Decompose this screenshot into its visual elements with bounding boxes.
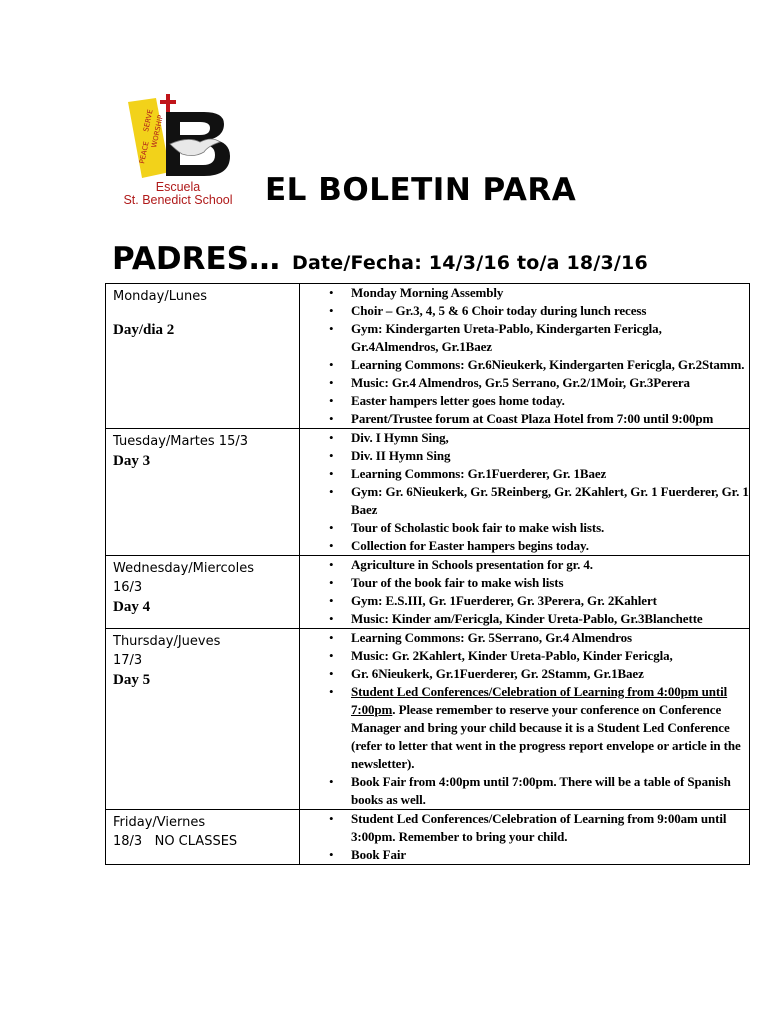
event-item: • Choir – Gr.3, 4, 5 & 6 Choir today during lunch recess	[351, 302, 749, 320]
event-item: • Div. II Hymn Sing	[351, 447, 749, 465]
logo-line-1: Escuela	[155, 180, 201, 194]
day-cell	[106, 429, 300, 556]
events-cell	[300, 629, 750, 810]
event-item: • Learning Commons: Gr.6Nieukerk, Kindergarten Fericgla, Gr.2Stamm.	[351, 356, 749, 374]
schedule-row-friday	[106, 810, 750, 865]
day-date: 16/3	[113, 580, 143, 595]
event-item: • Book Fair	[351, 846, 749, 864]
day-name: Tuesday/Martes 15/3	[113, 434, 248, 449]
schedule-row-monday	[106, 284, 750, 429]
schedule-row-tuesday	[106, 429, 750, 556]
events-cell	[300, 429, 750, 556]
schedule-row-wednesday	[106, 556, 750, 629]
conference-details: . Please remember to reserve your conference on Conference Manager and bring your child because it is a Student Led Conference (refer to letter that went in the progress report envelope or article in the newsletter).	[351, 702, 741, 771]
events-cell	[300, 284, 750, 429]
event-item: • Monday Morning Assembly	[351, 284, 749, 302]
event-item: • Book Fair from 4:00pm until 7:00pm. There will be a table of Spanish books as well.	[351, 773, 749, 809]
events-cell	[300, 810, 750, 865]
event-item: • Gym: E.S.III, Gr. 1Fuerderer, Gr. 3Perera, Gr. 2Kahlert	[351, 592, 749, 610]
page-title-line-2: PADRES…	[112, 241, 280, 277]
day-cell	[106, 284, 300, 429]
event-item-conference	[351, 683, 749, 773]
event-item: • Easter hampers letter goes home today.	[351, 392, 749, 410]
school-crest-icon	[108, 92, 248, 184]
event-item: • Learning Commons: Gr.1Fuerderer, Gr. 1Baez	[351, 465, 749, 483]
event-item: • Music: Kinder am/Fericgla, Kinder Ureta-Pablo, Gr.3Blanchette	[351, 610, 749, 628]
date-range: Date/Fecha: 14/3/16 to/a 18/3/16	[291, 252, 648, 274]
schedule-row-thursday	[106, 629, 750, 810]
event-item: • Div. I Hymn Sing,	[351, 429, 749, 447]
day-number: Day 5	[113, 672, 151, 688]
banner-word-2: WORSHIP	[150, 114, 165, 149]
event-item: • Collection for Easter hampers begins today.	[351, 537, 749, 555]
day-name: Friday/Viernes	[113, 815, 206, 830]
event-item: • Gym: Kindergarten Ureta-Pablo, Kindergarten Fericgla, Gr.4Almendros, Gr.1Baez	[351, 320, 749, 356]
banner-word-3: PEACE	[138, 140, 151, 165]
event-item: • Tour of Scholastic book fair to make wish lists.	[351, 519, 749, 537]
day-date: 17/3	[113, 653, 143, 668]
day-date: 18/3 NO CLASSES	[113, 834, 238, 849]
logo-line-2: St. Benedict School	[123, 193, 233, 207]
school-logo	[108, 92, 248, 210]
event-item: • Music: Gr. 2Kahlert, Kinder Ureta-Pablo, Kinder Fericgla,	[351, 647, 749, 665]
day-name: Monday/Lunes	[113, 289, 207, 304]
day-cell	[106, 556, 300, 629]
weekly-schedule-table	[105, 283, 750, 865]
day-number: Day 3	[113, 453, 151, 469]
page-title: EL BOLETIN PARA	[265, 172, 577, 208]
conference-highlight: Student Led Conferences/Celebration of Learning from 4:00pm until 7:00pm	[351, 684, 728, 717]
event-item: • Gym: Gr. 6Nieukerk, Gr. 5Reinberg, Gr. 2Kahlert, Gr. 1 Fuerderer, Gr. 1 Baez	[351, 483, 749, 519]
day-cell	[106, 629, 300, 810]
day-name: Thursday/Jueves	[113, 634, 221, 649]
day-name: Wednesday/Miercoles	[113, 561, 255, 576]
event-item: • Agriculture in Schools presentation for gr. 4.	[351, 556, 749, 574]
event-item: • Tour of the book fair to make wish lists	[351, 574, 749, 592]
events-cell	[300, 556, 750, 629]
event-item: • Learning Commons: Gr. 5Serrano, Gr.4 Almendros	[351, 629, 749, 647]
page-title-continued	[112, 241, 648, 277]
day-cell	[106, 810, 300, 865]
event-item: • Music: Gr.4 Almendros, Gr.5 Serrano, Gr.2/1Moir, Gr.3Perera	[351, 374, 749, 392]
event-item: • Parent/Trustee forum at Coast Plaza Hotel from 7:00 until 9:00pm	[351, 410, 749, 428]
day-number: Day/dia 2	[113, 322, 175, 338]
event-item: • Gr. 6Nieukerk, Gr.1Fuerderer, Gr. 2Stamm, Gr.1Baez	[351, 665, 749, 683]
event-item: • Student Led Conferences/Celebration of Learning from 9:00am until 3:00pm. Remember to bring your child.	[351, 810, 749, 846]
banner-word-1: SERVE	[142, 108, 155, 133]
day-number: Day 4	[113, 599, 151, 615]
